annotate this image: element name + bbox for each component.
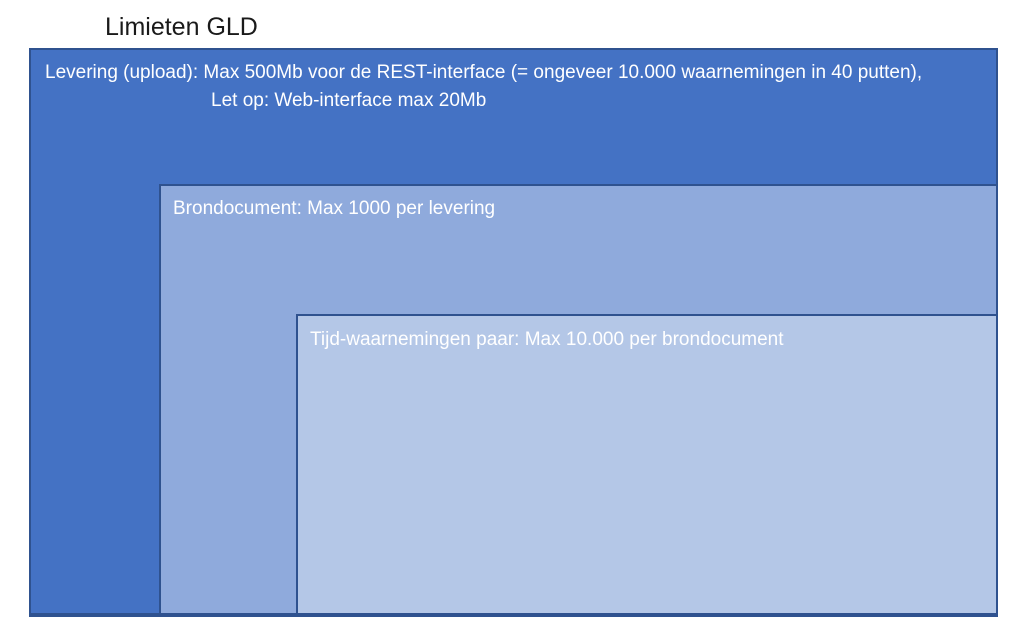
- page-title: Limieten GLD: [105, 13, 258, 41]
- levering-upload-box-label-line1: Levering (upload): Max 500Mb voor de REST-interface (= ongeveer 10.000 waarnemingen in 40 putten),: [45, 62, 923, 83]
- tijd-waarnemingen-box: [296, 314, 998, 617]
- brondocument-box-label: Brondocument: Max 1000 per levering: [173, 198, 496, 219]
- levering-upload-box-label-line2: Let op: Web-interface max 20Mb: [211, 90, 487, 111]
- tijd-waarnemingen-box-label: Tijd-waarnemingen paar: Max 10.000 per brondocument: [310, 329, 784, 350]
